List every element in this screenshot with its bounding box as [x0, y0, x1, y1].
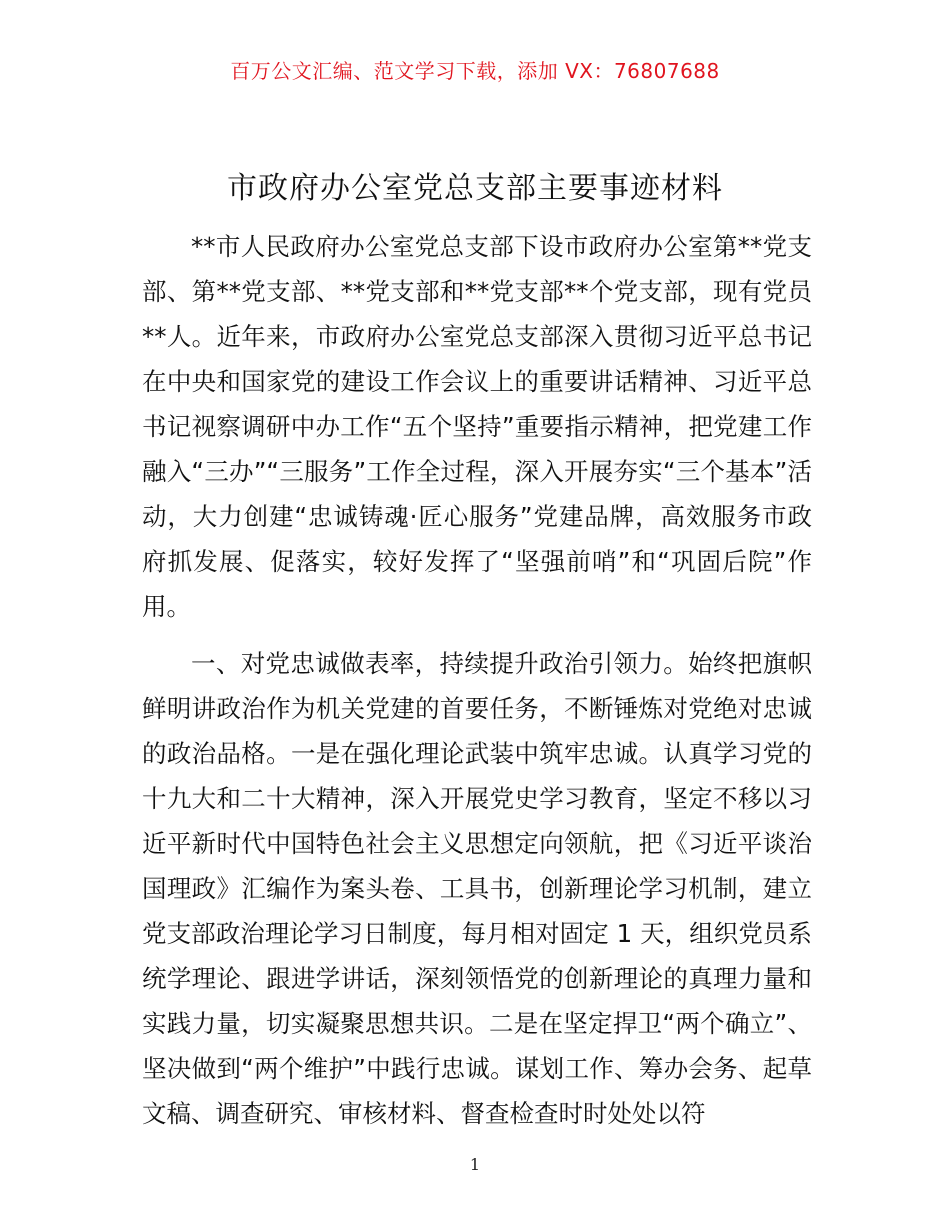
header-promo-text: 百万公文汇编、范文学习下载，添加 VX：76807688 [230, 59, 720, 83]
section-one-paragraph: 一、对党忠诚做表率，持续提升政治引领力。始终把旗帜鲜明讲政治作为机关党建的首要任务，不断锤炼对党绝对忠诚的政治品格。一是在强化理论武装中筑牢忠诚。认真学习党的十九大和二十大精神，深入开展党史学习教育，坚定不移以习近平新时代中国特色社会主义思想定向领航，把《习近平谈治国理政》汇编作为案头卷、工具书，创新理论学习机制，建立党支部政治理论学习日制度，每月相对固定 1 天，组织党员系统学理论、跟进学讲话，深刻领悟党的创新理论的真理力量和实践力量，切实凝聚思想共识。二是在坚定捍卫“两个确立”、坚决做到“两个维护”中践行忠诚。谋划工作、筹办会务、起草文稿、调查研究、审核材料、督查检查时时处处以符 [142, 649, 812, 1128]
document-title: 市政府办公室党总支部主要事迹材料 [227, 171, 723, 206]
intro-paragraph: **市人民政府办公室党总支部下设市政府办公室第**党支部、第**党支部、**党支部和**党支部**个党支部，现有党员**人。近年来，市政府办公室党总支部深入贯彻习近平总书记在中央和国家党的建设工作会议上的重要讲话精神、习近平总书记视察调研中办工作“五个坚持”重要指示精神，把党建工作融入“三办”“三服务”工作全过程，深入开展夯实“三个基本”活动，大力创建“忠诚铸魂·匠心服务”党建品牌，高效服务市政府抓发展、促落实，较好发挥了“坚强前哨”和“巩固后院”作用。 [142, 232, 812, 621]
page-number: 1 [469, 1155, 481, 1174]
document-body [142, 224, 812, 1136]
